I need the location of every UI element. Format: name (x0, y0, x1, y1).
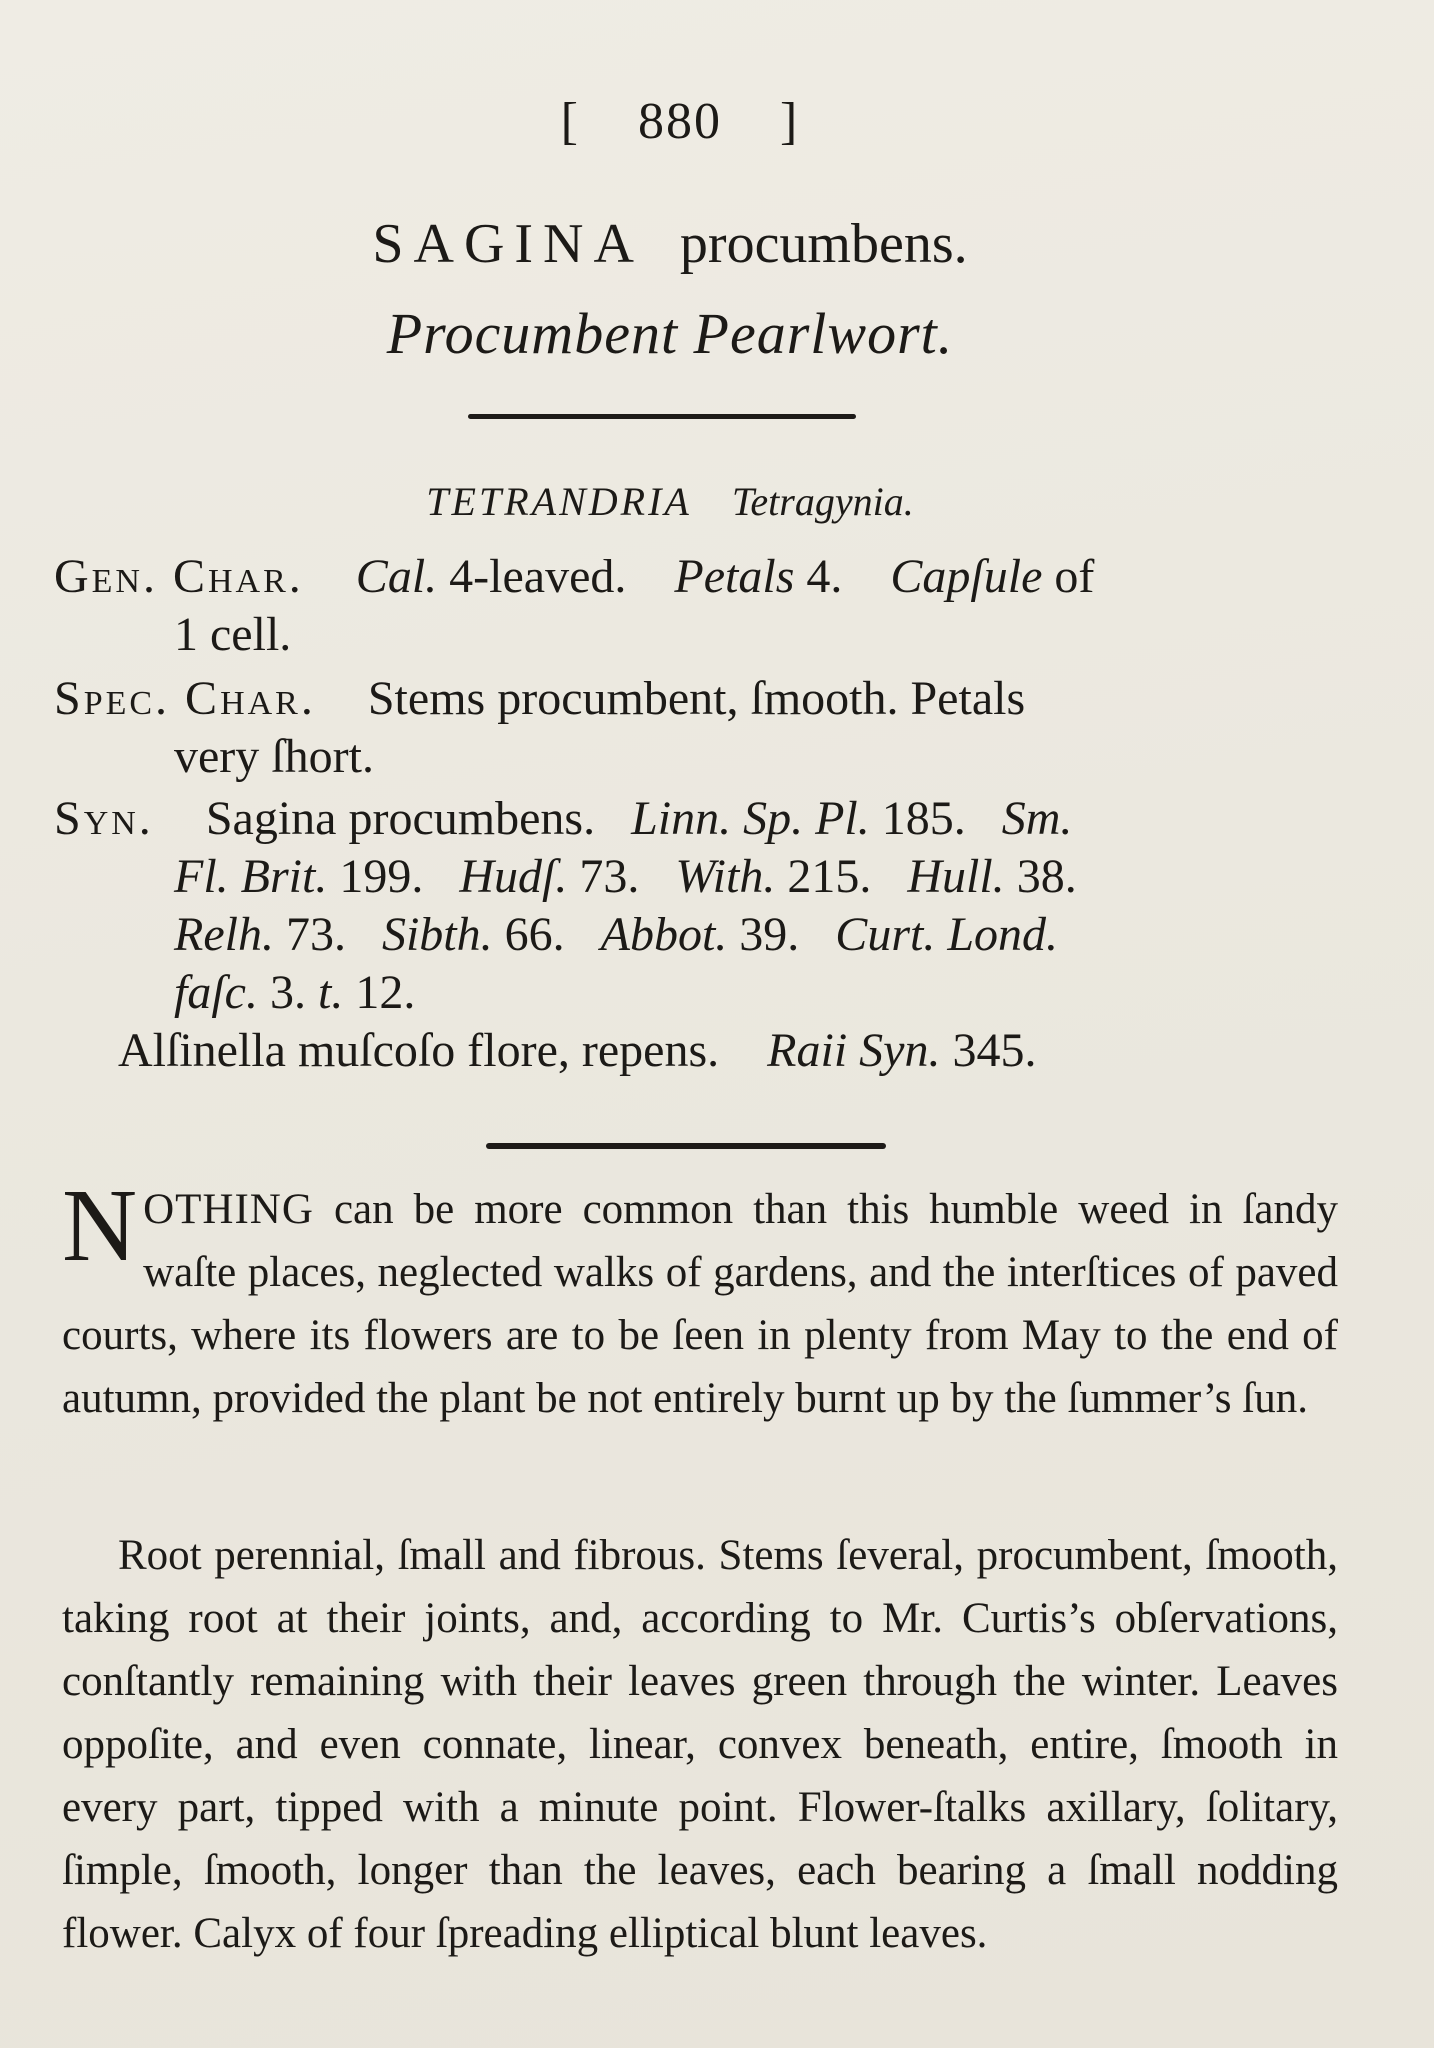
syn-ref-italic: Hudſ. (459, 850, 568, 903)
syn-ref-num: 66. (504, 908, 565, 961)
syn-label: Syn. (54, 792, 154, 845)
species-name: procumbens. (679, 213, 968, 275)
syn-ref-num: 199. (339, 850, 424, 903)
paragraph-1-text: can be more common than this humble weed in ſandy waſte places, neglected walks of gardens, and the interſtices of paved courts, where its flowers are to be ſeen in plenty from May to the end of autumn, provided the plant be not entirely burnt up by the ſummer’s ſun. (62, 1186, 1338, 1422)
gen-char-capsule-text: of (1054, 550, 1095, 603)
page-number (0, 92, 1360, 151)
gen-char-continuation: 1 cell. (174, 608, 292, 661)
syn-ref-italic: t. (317, 966, 344, 1019)
syn-line1-tail: Sm. (1001, 792, 1073, 845)
syn-alsinella-num: 345. (952, 1024, 1037, 1077)
syn-ref-num: 73. (285, 908, 346, 961)
syn-ref-num: 3. (269, 966, 306, 1019)
syn-line1-roman: Sagina procumbens. (205, 792, 596, 845)
opening-word: OTHING (143, 1186, 314, 1233)
syn-line-2 (54, 848, 1314, 906)
gen-char-cal-text: 4-leaved. (449, 550, 627, 603)
gen-char-capsule: Capſule (890, 550, 1043, 603)
syn-alsinella (54, 1022, 1314, 1080)
syn-ref-italic: With. (675, 850, 776, 903)
syn-line-3 (54, 906, 1314, 964)
syn-ref-italic: Hull. (907, 850, 1005, 903)
drop-cap: N (62, 1168, 138, 1283)
linnaean-classification (0, 478, 1340, 525)
open-bracket: [ (560, 93, 580, 150)
syn-line-4 (54, 964, 1314, 1022)
spec-char-continuation: very ſhort. (174, 730, 374, 783)
class-name: TETRANDRIA (426, 479, 692, 524)
syn-ref-num: 73. (579, 850, 640, 903)
close-bracket: ] (780, 93, 800, 150)
divider-rule-top (468, 414, 856, 419)
page-number-value: 880 (638, 93, 722, 150)
gen-char-petals-text: 4. (806, 550, 843, 603)
syn-ref-italic: Curt. Lond. (835, 908, 1059, 961)
syn-ref-italic: Sibth. (381, 908, 493, 961)
syn-ref-num: 39. (739, 908, 800, 961)
synonymy (54, 790, 1314, 1080)
common-name: Procumbent Pearlwort. (386, 301, 954, 366)
syn-ref-italic: Relh. (174, 908, 274, 961)
description-paragraph-2 (62, 1524, 1338, 1965)
syn-ref-italic: Abbot. (600, 908, 728, 961)
syn-ref-num: 215. (787, 850, 872, 903)
gen-char-label: Gen. Char. (54, 550, 304, 603)
syn-alsinella-italic: Raii Syn. (767, 1024, 941, 1077)
divider-rule-middle (486, 1143, 886, 1149)
genus-name: SAGINA (372, 213, 644, 275)
syn-ref-num: 38. (1016, 850, 1077, 903)
specific-character (54, 670, 1314, 786)
order-name: Tetragynia. (731, 479, 914, 524)
syn-ref-num: 12. (355, 966, 416, 1019)
gen-char-petals: Petals (674, 550, 795, 603)
description-paragraph-1 (62, 1168, 1338, 1430)
generic-character (54, 548, 1314, 664)
spec-char-label: Spec. Char. (54, 672, 316, 725)
syn-alsinella-roman: Alſinella muſcoſo flore, repens. (118, 1024, 720, 1077)
gen-char-cal: Cal. (355, 550, 438, 603)
syn-ref-italic: Fl. Brit. (174, 850, 328, 903)
spec-char-text: Stems procumbent, ſmooth. Petals (367, 672, 1026, 725)
syn-line1-italic: Linn. Sp. Pl. (631, 792, 870, 845)
syn-line1-num: 185. (881, 792, 966, 845)
paragraph-2-text: Root perennial, ſmall and fibrous. Stems ſeveral, procumbent, ſmooth, taking root at their joints, and, according to Mr. Curtis’s obſervations, conſtantly remaining with their leaves green through the winter. Leaves oppoſite, and even connate, linear, convex beneath, entire, ſmooth in every part, tipped with a minute point. Flower-ſtalks axillary, ſolitary, ſimple, ſmooth, longer than the leaves, each bearing a ſmall nodding flower. Calyx of four ſpreading elliptical blunt leaves. (62, 1532, 1338, 1957)
species-title (0, 212, 1340, 276)
syn-ref-italic: faſc. (174, 966, 258, 1019)
